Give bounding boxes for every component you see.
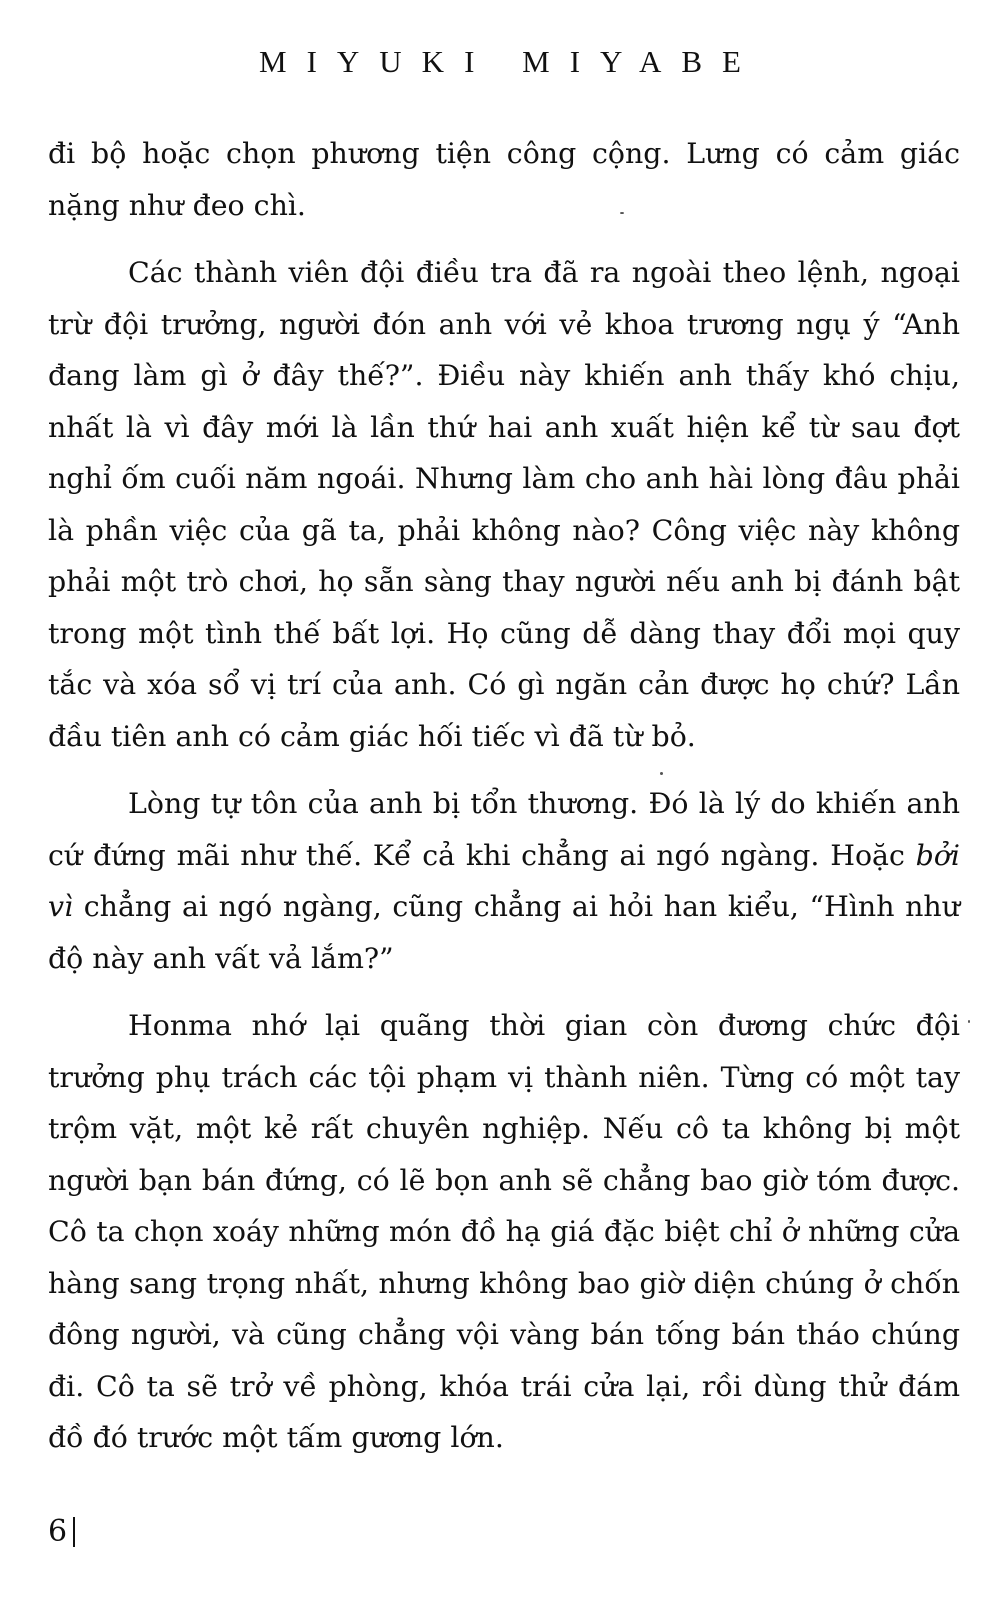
paragraph-1: đi bộ hoặc chọn phương tiện công cộng. Lưng có cảm giác nặng như đeo chì. xyxy=(48,137,960,222)
print-speck xyxy=(968,1020,970,1023)
page-number-rule xyxy=(73,1517,75,1547)
running-header-author: MIYUKI MIYABE xyxy=(259,44,761,79)
paragraph-4: Honma nhớ lại quãng thời gian còn đương chức đội trưởng phụ trách các tội phạm vị thành niên. Từng có một tay trộm vặt, một kẻ rất chuyên nghiệp. Nếu cô ta không bị một người bạn bán đứng, có lẽ bọn anh sẽ chẳng bao giờ tóm được. Cô ta chọn xoáy những món đồ hạ giá đặc biệt chỉ ở những cửa hàng sang trọng nhất, nhưng không bao giờ diện chúng ở chốn đông người, và cũng chẳng vội vàng bán tống bán tháo chúng đi. Cô ta sẽ trở về phòng, khóa trái cửa lại, rồi dùng thử đám đồ đó trước một tấm gương lớn. xyxy=(48,1009,960,1454)
page-footer xyxy=(48,1514,75,1549)
paragraph-3-text-before: Lòng tự tôn của anh bị tổn thương. Đó là lý do khiến anh cứ đứng mãi như thế. Kể cả khi chẳng ai ngó ngàng. Hoặc xyxy=(48,787,960,872)
paragraph-3-italic-emphasis: bởi vì xyxy=(48,838,960,923)
paragraph-3 xyxy=(48,778,960,984)
page-number: 6 xyxy=(48,1514,68,1549)
print-speck xyxy=(660,772,663,775)
print-speck xyxy=(620,212,624,214)
paragraph-3-text-after: chẳng ai ngó ngàng, cũng chẳng ai hỏi han kiểu, “Hình như độ này anh vất vả lắm?” xyxy=(48,890,960,975)
body-text xyxy=(48,128,960,1480)
paragraph-2: Các thành viên đội điều tra đã ra ngoài theo lệnh, ngoại trừ đội trưởng, người đón anh với vẻ khoa trương ngụ ý “Anh đang làm gì ở đây thế?”. Điều này khiến anh thấy khó chịu, nhất là vì đây mới là lần thứ hai anh xuất hiện kể từ sau đợt nghỉ ốm cuối năm ngoái. Nhưng làm cho anh hài lòng đâu phải là phần việc của gã ta, phải không nào? Công việc này không phải một trò chơi, họ sẵn sàng thay người nếu anh bị đánh bật trong một tình thế bất lợi. Họ cũng dễ dàng thay đổi mọi quy tắc và xóa sổ vị trí của anh. Có gì ngăn cản được họ chứ? Lần đầu tiên anh có cảm giác hối tiếc vì đã từ bỏ. xyxy=(48,256,960,753)
